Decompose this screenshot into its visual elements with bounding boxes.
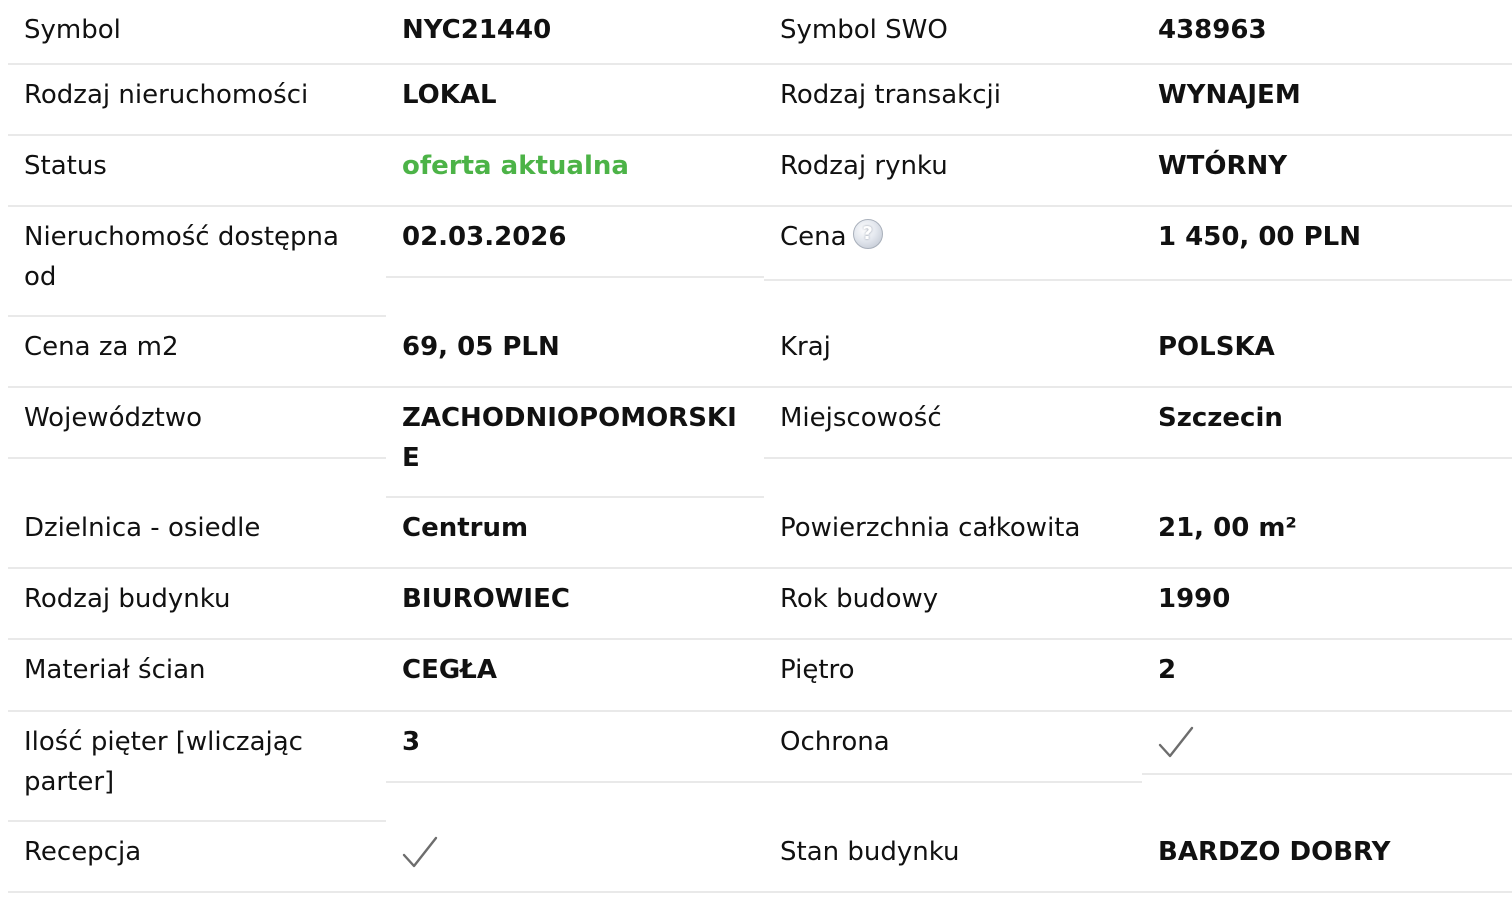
- value-wall-material: CEGŁA: [386, 640, 764, 712]
- label-symbol-swo: Symbol SWO: [764, 0, 1142, 65]
- value-status: oferta aktualna: [386, 136, 764, 207]
- value-city: Szczecin: [1142, 388, 1512, 459]
- label-price-cell: [764, 207, 1142, 281]
- value-build-year: 1990: [1142, 569, 1512, 640]
- value-symbol-swo: 438963: [1142, 0, 1512, 65]
- label-transaction-type: Rodzaj transakcji: [764, 65, 1142, 136]
- label-wall-material: Materiał ścian: [8, 640, 386, 712]
- value-reception: [386, 822, 764, 893]
- value-floor-count: 3: [386, 712, 764, 783]
- value-available-from: 02.03.2026: [386, 207, 764, 278]
- label-floor: Piętro: [764, 640, 1142, 712]
- value-total-area: 21, 00 m²: [1142, 498, 1512, 569]
- value-country: POLSKA: [1142, 317, 1512, 388]
- label-total-area: Powierzchnia całkowita: [764, 498, 1142, 569]
- value-price-per-m2: 69, 05 PLN: [386, 317, 764, 388]
- value-transaction-type: WYNAJEM: [1142, 65, 1512, 136]
- label-symbol: Symbol: [8, 0, 386, 65]
- value-voivodeship: ZACHODNIOPOMORSKIE: [386, 388, 764, 498]
- label-price: Cena: [780, 222, 847, 252]
- value-property-type: LOKAL: [386, 65, 764, 136]
- label-building-condition: Stan budynku: [764, 822, 1142, 893]
- label-city: Miejscowość: [764, 388, 1142, 459]
- label-property-type: Rodzaj nieruchomości: [8, 65, 386, 136]
- label-available-from: Nieruchomość dostępna od: [8, 207, 386, 317]
- checkmark-icon: [1158, 726, 1194, 760]
- label-security: Ochrona: [764, 712, 1142, 783]
- value-security: [1142, 712, 1512, 775]
- value-market-type: WTÓRNY: [1142, 136, 1512, 207]
- value-symbol: NYC21440: [386, 0, 764, 65]
- label-build-year: Rok budowy: [764, 569, 1142, 640]
- label-building-type: Rodzaj budynku: [8, 569, 386, 640]
- label-floor-count: Ilość pięter [wliczając parter]: [8, 712, 386, 822]
- label-market-type: Rodzaj rynku: [764, 136, 1142, 207]
- checkmark-icon: [402, 836, 438, 870]
- value-price: 1 450, 00 PLN: [1142, 207, 1512, 281]
- label-price-per-m2: Cena za m2: [8, 317, 386, 388]
- value-building-type: BIUROWIEC: [386, 569, 764, 640]
- label-country: Kraj: [764, 317, 1142, 388]
- value-floor: 2: [1142, 640, 1512, 712]
- help-icon[interactable]: ?: [853, 219, 883, 249]
- label-district: Dzielnica - osiedle: [8, 498, 386, 569]
- value-building-condition: BARDZO DOBRY: [1142, 822, 1512, 893]
- label-reception: Recepcja: [8, 822, 386, 893]
- label-voivodeship: Województwo: [8, 388, 386, 459]
- label-status: Status: [8, 136, 386, 207]
- value-district: Centrum: [386, 498, 764, 569]
